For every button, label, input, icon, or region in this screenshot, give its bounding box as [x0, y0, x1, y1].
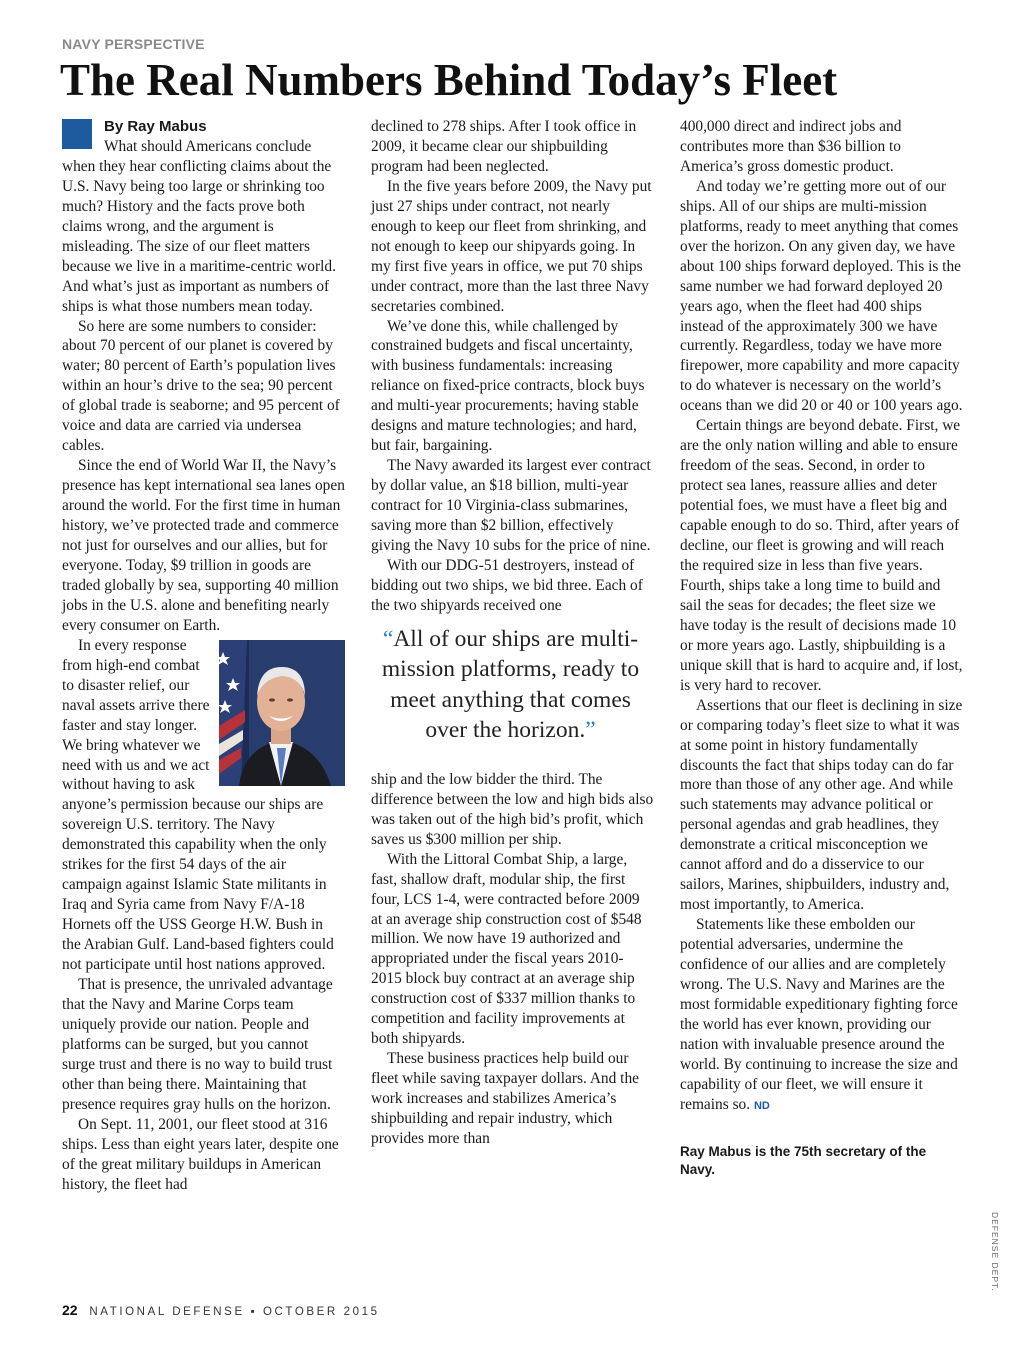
photo-credit-text: DEFENSE DEPT. [990, 1212, 1000, 1292]
article-column-2 [371, 117, 654, 1149]
paragraph: We’ve done this, while challenged by constrained budgets and fiscal uncertainty, with business fundamentals: increasing reliance on fixed-price contracts, block buys and multi-year procurements; having stable designs and mature technologies; and hard, but fair, bargaining. [371, 317, 645, 455]
paragraph: declined to 278 ships. After I took office in 2009, it became clear our shipbuilding program had been neglected. [371, 118, 637, 175]
publication-line: NATIONAL DEFENSE ▪ OCTOBER 2015 [89, 1306, 380, 1318]
paragraph: What should Americans conclude when they hear conflicting claims about the U.S. Navy being too large or shrinking too much? History and the facts prove both claims wrong, and the argument is misleading. The size of our fleet matters because we live in a maritime-centric world. And what’s just as important as numbers of ships is what those numbers mean today. [62, 137, 336, 315]
article-column-1 [62, 117, 345, 1194]
pull-quote-text: All of our ships are multi-mission platforms, ready to meet anything that comes over the horizon. [381, 625, 640, 744]
paragraph: With our DDG-51 destroyers, instead of bidding out two ships, we bid three. Each of the two shipyards received one [371, 556, 643, 614]
paragraph: In the five years before 2009, the Navy put just 27 ships under contract, not nearly enough to keep our fleet from shrinking, and not enough to keep our shipyards going. In my first five years in office, we put 70 ships under contract, more than the last three Navy secretaries combined. [371, 177, 652, 315]
page-title: The Real Numbers Behind Today’s Fleet [60, 55, 838, 105]
paragraph: That is presence, the unrivaled advantage that the Navy and Marine Corps team uniquely provide our nation. People and platforms can be surged, but you cannot surge trust and there is no way to build trust other than being there. Maintaining that presence requires gray hulls on the horizon. [62, 975, 333, 1113]
section-kicker: NAVY PERSPECTIVE [62, 36, 205, 52]
portrait-image [219, 640, 345, 786]
paragraph: Certain things are beyond debate. First, we are the only nation willing and able to ensure freedom of the seas. Second, in order to protect sea lanes, reassure allies and deter potential foes, we must have a fleet big and capable enough to do so. Third, after years of decline, our fleet is growing and will reach the required size in less than five years. Fourth, ships take a long time to build and sail the seas for decades; the fleet size we have today is the result of decisions made 10 or more years ago. Lastly, shipbuilding is a unique skill that is hard to acquire and, if lost, is very hard to recover. [680, 417, 963, 694]
paragraph: Assertions that our fleet is declining in size or comparing today’s fleet size to what it was at some point in history fundamentally discounts the fact that ships today can do far more than those of any other age. And while such statements may advance political or personal agendas and grab headlines, they demonstrate a critical misconception we cannot afford and do a disservice to our sailors, Marines, shipbuilders, industry and, most importantly, to America. [680, 696, 963, 914]
paragraph-text: Statements like these embolden our potential adversaries, undermine the confidence of our allies and are completely wrong. The U.S. Navy and Marines are the most formidable expeditionary fighting force the world has ever known, providing our nation with invaluable presence around the world. By continuing to increase the size and capability of our fleet, we will ensure it remains so. [680, 916, 958, 1113]
paragraph: And today we’re getting more out of our ships. All of our ships are multi-mission platforms, ready to meet anything that comes over the horizon. On any given day, we have about 100 ships forward deployed. This is the same number we had forward deployed 20 years ago, when the fleet had 400 ships instead of the approximately 300 we have currently. Regardless, today we have more firepower, more capability and more capacity to do whatever is necessary on the world’s oceans than we did 20 or 40 or 100 years ago. [680, 177, 963, 415]
paragraph: The Navy awarded its largest ever contract by dollar value, an $18 billion, multi-year contract for 10 Virginia-class submarines, saving more than $2 billion, effectively giving the Navy 10 subs for the price of nine. [371, 457, 651, 555]
photo-credit [988, 1212, 1000, 1292]
pull-quote [367, 624, 654, 746]
paragraph: Since the end of World War II, the Navy’s presence has kept international sea lanes open around the world. For the first time in human history, we’ve protected trade and commerce not just for ourselves and our allies, but for everyone. Today, $9 trillion in goods are traded globally by sea, supporting 40 million jobs in the U.S. alone and benefiting nearly every consumer on Earth. [62, 457, 345, 634]
paragraph: ship and the low bidder the third. The difference between the low and high bids also was taken out of the high bid’s profit, which saves us $300 million per ship. [371, 770, 654, 848]
page-number: 22 [62, 1302, 78, 1318]
article-column-3 [680, 117, 963, 1179]
paragraph: In every response from high-end combat to disaster relief, our naval assets arrive there faster and stay longer. We bring whatever we need with us and we act without having to ask anyone’s permission because our ships are sovereign U.S. territory. The Navy demonstrated this capability when the only strikes for the first 54 days of the air campaign against Islamic State militants in Iraq and Syria came from Navy F/A-18 Hornets off the USS George H.W. Bush in the Arabian Gulf. Land-based fighters could not participate until host nations approved. [62, 636, 334, 974]
author-bio: Ray Mabus is the 75th secretary of the Navy. [680, 1143, 927, 1177]
author-photo [219, 640, 345, 786]
paragraph: On Sept. 11, 2001, our fleet stood at 316 ships. Less than eight years later, despite one of the great military buildups in American history, the fleet had [62, 1115, 339, 1193]
section-square-icon [62, 119, 92, 149]
byline: By Ray Mabus [104, 118, 207, 135]
paragraph: These business practices help build our fleet while saving taxpayer dollars. And the work increases and stabilizes America’s shipbuilding and repair industry, which provides more than [371, 1050, 639, 1147]
close-quote-mark: ” [585, 717, 596, 744]
paragraph: So here are some numbers to consider: about 70 percent of our planet is covered by water; 80 percent of Earth’s population lives within an hour’s drive to the sea; 90 percent of global trade is seaborne; and 95 percent of voice and data are carried via undersea cables. [62, 317, 340, 455]
paragraph [680, 915, 963, 1117]
page-footer [62, 1302, 380, 1318]
paragraph: With the Littoral Combat Ship, a large, fast, shallow draft, modular ship, the first four, LCS 1-4, were contracted before 2009 at an average ship construction cost of $548 million. We now have 19 authorized and appropriated under the fiscal years 2010-2015 block buy contract at an average ship construction cost of $337 million thanks to competition and facility improvements at both shipyards. [371, 850, 642, 1048]
paragraph: 400,000 direct and indirect jobs and contributes more than $36 billion to America’s gross domestic product. [680, 118, 902, 175]
end-mark: ND [753, 1099, 770, 1112]
open-quote-mark: “ [382, 625, 394, 652]
